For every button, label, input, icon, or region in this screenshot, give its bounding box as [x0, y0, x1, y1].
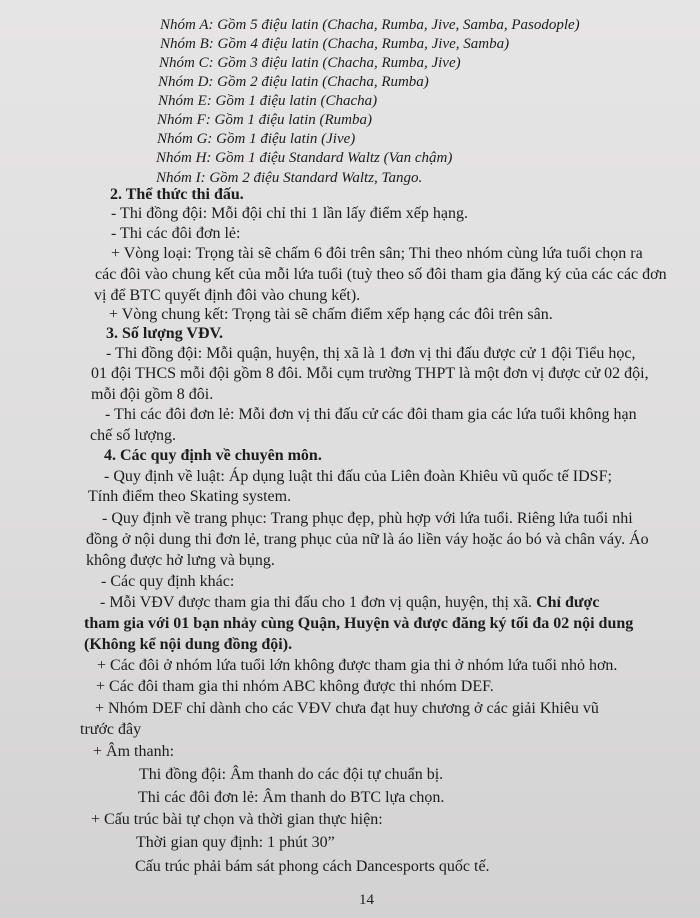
section-4-line-text: - Mỗi VĐV được tham gia thi đấu cho 1 đơn vị quận, huyện, thị xã. [100, 594, 537, 611]
section-4-line: trước đây [80, 721, 142, 738]
section-3-line: - Thi các đôi đơn lẻ: Mỗi đơn vị thi đấu cử các đôi tham gia các lứa tuổi không hạn [105, 406, 637, 423]
section-4-line: + Các đôi tham gia thi nhóm ABC không được thi nhóm DEF. [96, 678, 494, 695]
group-item-a: Nhóm A: Gồm 5 điệu latin (Chacha, Rumba, Jive, Samba, Pasodople) [160, 17, 580, 33]
section-4-line: - Quy định về luật: Áp dụng luật thi đấu của Liên đoàn Khiêu vũ quốc tế IDSF; [104, 468, 612, 485]
section-4-line: Cấu trúc phải bám sát phong cách Dancesports quốc tế. [135, 858, 490, 875]
section-4-line [100, 593, 599, 613]
section-4-line: đồng ở nội dung thi đơn lẻ, trang phục của nữ là áo liền váy hoặc áo bó và chân váy. Áo [86, 531, 649, 548]
group-item-d: Nhóm D: Gồm 2 điệu latin (Chacha, Rumba) [158, 74, 429, 90]
section-4-line: Thi các đôi đơn lẻ: Âm thanh do BTC lựa chọn. [138, 789, 445, 806]
section-2-line: + Vòng chung kết: Trọng tài sẽ chấm điểm xếp hạng các đôi trên sân. [109, 306, 553, 323]
section-4-line: không được hở lưng và bụng. [86, 552, 275, 569]
section-2-line: vị để BTC quyết định đôi vào chung kết). [94, 287, 361, 304]
section-4-line: Tính điểm theo Skating system. [88, 488, 292, 505]
group-item-f: Nhóm F: Gồm 1 điệu latin (Rumba) [157, 112, 372, 128]
section-2-line: + Vòng loại: Trọng tài sẽ chấm 6 đôi trên sân; Thi theo nhóm cùng lứa tuổi chọn ra [111, 245, 643, 262]
group-item-e: Nhóm E: Gồm 1 điệu latin (Chacha) [158, 93, 378, 109]
section-4-line: - Quy định về trang phục: Trang phục đẹp, phù hợp với lứa tuổi. Riêng lứa tuổi nhi [102, 510, 633, 527]
section-4-bold-line: (Không kể nội dung đồng đội). [84, 636, 293, 653]
section-2-line: các đôi vào chung kết của mỗi lứa tuổi (tuỳ theo số đôi tham gia đăng ký của các các đơn [95, 266, 667, 283]
section-4-line: + Cấu trúc bài tự chọn và thời gian thực hiện: [91, 811, 383, 828]
section-3-line: - Thi đồng đội: Mỗi quận, huyện, thị xã là 1 đơn vị thi đấu được cử 1 đội Tiểu học, [106, 345, 636, 362]
section-4-heading: 4. Các quy định về chuyên môn. [104, 447, 322, 464]
section-3-line: chế số lượng. [90, 427, 177, 444]
group-item-i: Nhóm I: Gồm 2 điệu Standard Waltz, Tango. [156, 170, 423, 186]
group-item-c: Nhóm C: Gồm 3 điệu latin (Chacha, Rumba, Jive) [159, 55, 461, 71]
section-4-line: + Âm thanh: [93, 743, 175, 760]
section-4-bold-line: tham gia với 01 bạn nhảy cùng Quận, Huyện và được đăng ký tối đa 02 nội dung [84, 615, 634, 632]
section-2-line: - Thi các đôi đơn lẻ: [111, 225, 241, 242]
section-4-line: - Các quy định khác: [101, 573, 235, 590]
section-4-line: + Các đôi ở nhóm lứa tuổi lớn không được tham gia thi ở nhóm lứa tuổi nhỏ hơn. [97, 657, 618, 674]
section-4-line-bold: Chỉ được [536, 594, 600, 611]
section-2-line: - Thi đồng đội: Mỗi đội chỉ thi 1 lần lấy điểm xếp hạng. [111, 205, 468, 222]
section-3-heading: 3. Số lượng VĐV. [106, 325, 224, 342]
group-item-h: Nhóm H: Gồm 1 điệu Standard Waltz (Van chậm) [156, 150, 453, 166]
group-item-b: Nhóm B: Gồm 4 điệu latin (Chacha, Rumba, Jive, Samba) [160, 36, 510, 52]
section-4-line: Thời gian quy định: 1 phút 30” [136, 834, 335, 851]
section-3-line: mỗi đội gồm 8 đôi. [91, 386, 214, 403]
section-2-heading: 2. Thể thức thi đấu. [110, 186, 244, 203]
section-3-line: 01 đội THCS mỗi đội gồm 8 đôi. Mỗi cụm trường THPT là một đơn vị được cử 02 đội, [91, 365, 649, 382]
section-4-line: Thi đồng đội: Âm thanh do các đội tự chuẩn bị. [139, 766, 444, 783]
page-number: 14 [359, 892, 374, 908]
group-item-g: Nhóm G: Gồm 1 điệu latin (Jive) [157, 131, 356, 147]
section-4-line: + Nhóm DEF chỉ dành cho các VĐV chưa đạt huy chương ở các giải Khiêu vũ [95, 700, 599, 717]
